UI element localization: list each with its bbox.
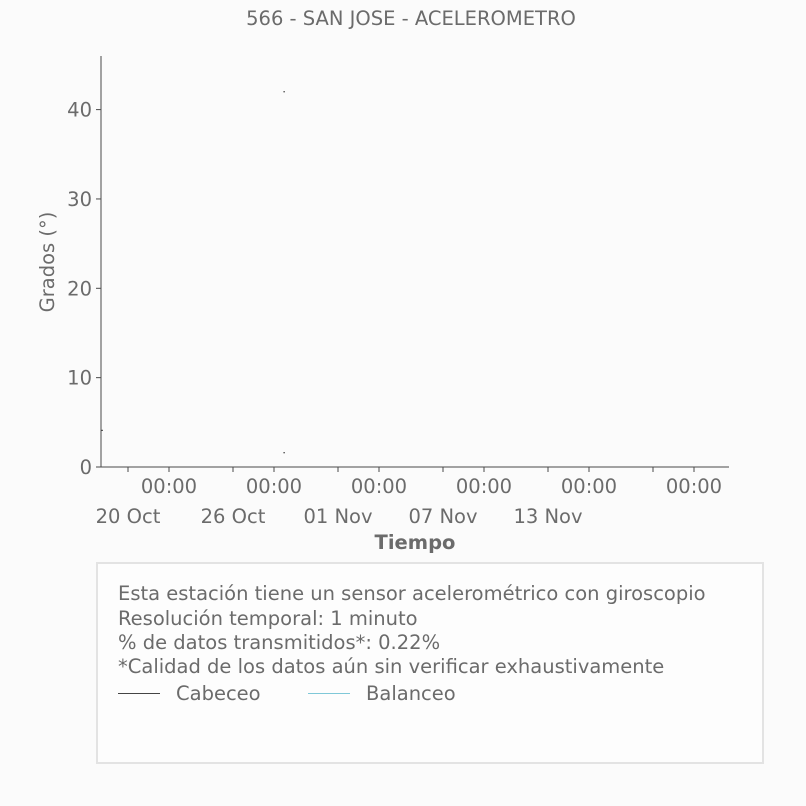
x-tick-label-date: 13 Nov bbox=[513, 505, 583, 528]
info-line-sensor: Esta estación tiene un sensor acelerométrico con giroscopio bbox=[118, 582, 706, 605]
x-axis-label: Tiempo bbox=[374, 531, 456, 554]
y-axis-ticks bbox=[67, 99, 101, 479]
y-tick-label: 30 bbox=[67, 187, 92, 211]
legend-label-balanceo: Balanceo bbox=[366, 682, 456, 705]
y-tick-label: 20 bbox=[67, 277, 92, 301]
info-line-resolution: Resolución temporal: 1 minuto bbox=[118, 607, 418, 630]
legend-swatch-balanceo bbox=[308, 693, 350, 694]
x-tick-label-date: 26 Oct bbox=[200, 505, 266, 528]
x-tick-label-time: 00:00 bbox=[245, 475, 303, 498]
x-tick-label-date: 07 Nov bbox=[408, 505, 478, 528]
x-tick-label-time: 00:00 bbox=[350, 475, 408, 498]
x-tick-label-time: 00:00 bbox=[560, 475, 618, 498]
series-marks bbox=[101, 92, 285, 453]
x-tick-label-date: 20 Oct bbox=[95, 505, 161, 528]
x-axis-ticks bbox=[96, 467, 722, 528]
info-line-quality: *Calidad de los datos aún sin verificar exhaustivamente bbox=[118, 655, 665, 678]
x-tick-label-time: 00:00 bbox=[665, 475, 723, 498]
x-tick-label-time: 00:00 bbox=[140, 475, 198, 498]
x-tick-label-time: 00:00 bbox=[455, 475, 513, 498]
y-tick-label: 10 bbox=[67, 366, 92, 390]
x-tick-label-date: 01 Nov bbox=[303, 505, 373, 528]
chart-title: 566 - SAN JOSE - ACELEROMETRO bbox=[246, 7, 576, 30]
y-tick-label: 40 bbox=[67, 98, 92, 122]
info-line-transmitted: % de datos transmitidos*: 0.22% bbox=[118, 631, 441, 654]
legend-label-cabeceo: Cabeceo bbox=[176, 682, 261, 705]
y-tick-label: 0 bbox=[79, 456, 92, 479]
y-axis-label: Grados (°) bbox=[36, 211, 59, 313]
legend-swatch-cabeceo bbox=[118, 693, 160, 694]
info-box bbox=[96, 562, 764, 764]
